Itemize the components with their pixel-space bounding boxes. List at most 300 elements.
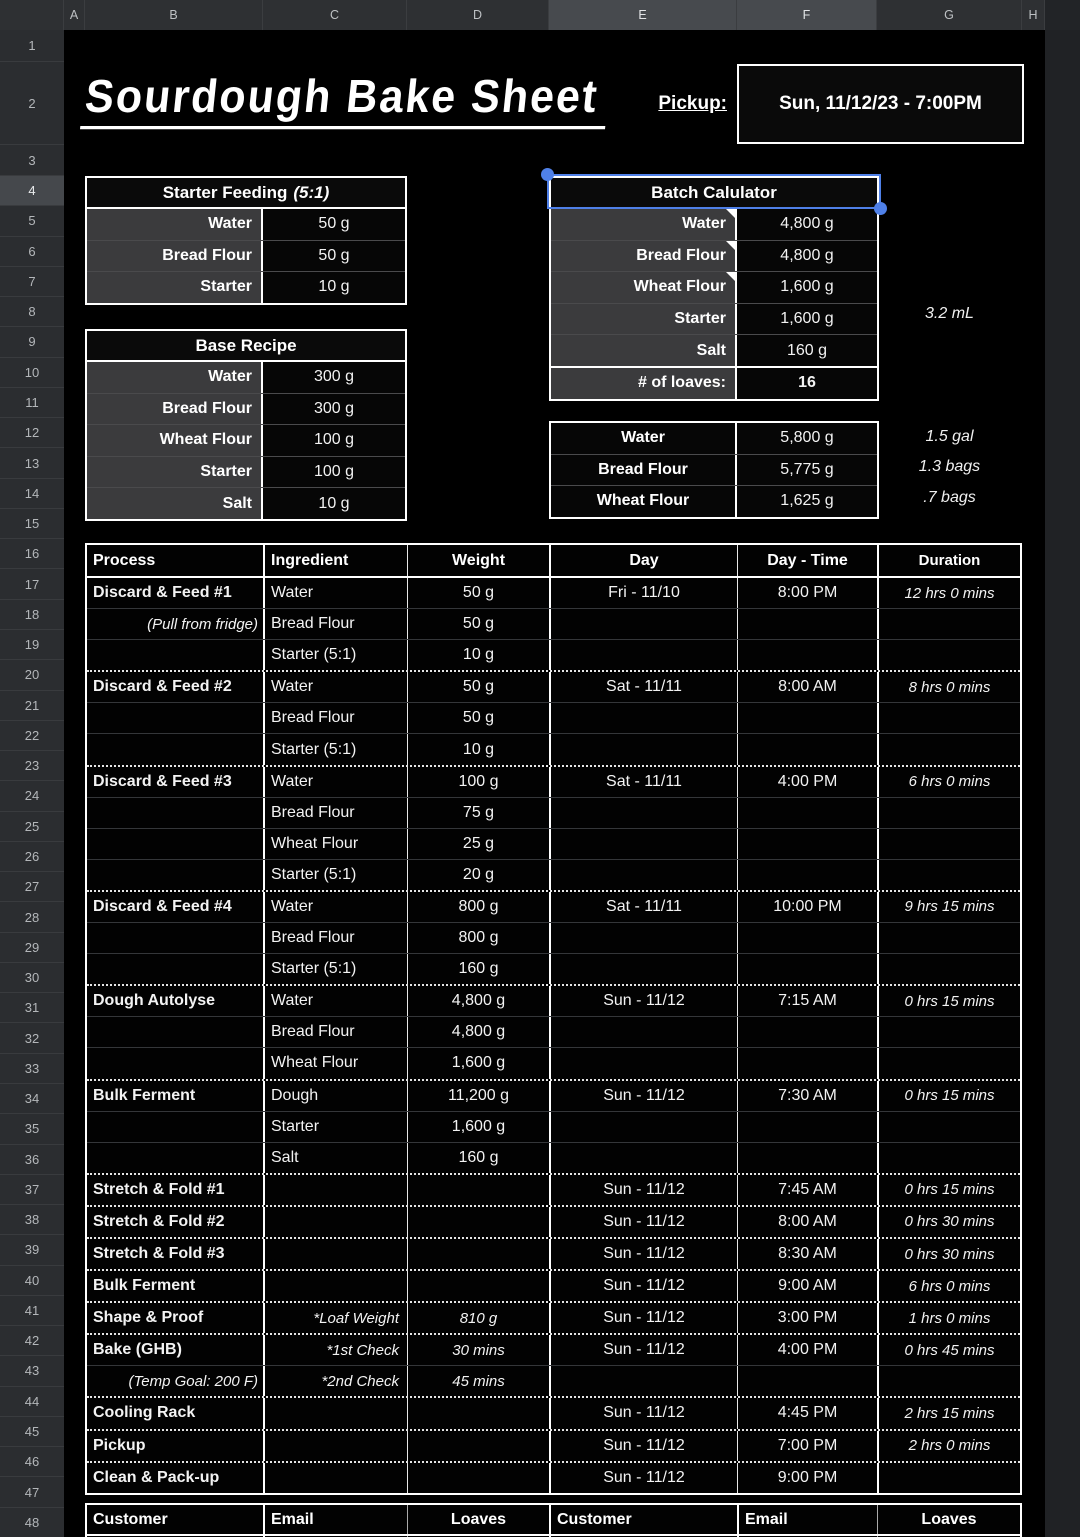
ingredient-cell[interactable]: Starter (5:1) <box>263 954 407 984</box>
process-cell[interactable] <box>87 1017 263 1047</box>
weight-cell[interactable]: 45 mins <box>407 1366 549 1396</box>
weight-cell[interactable]: 4,800 g <box>407 1017 549 1047</box>
process-row <box>87 797 1020 828</box>
duration-cell[interactable]: 9 hrs 15 mins <box>877 892 1020 922</box>
row-header[interactable]: 9 <box>0 327 64 357</box>
day-cell[interactable]: Sat - 11/11 <box>549 767 737 797</box>
header-loaves-2[interactable]: Loaves <box>877 1505 1020 1534</box>
ingredient-value-cell[interactable]: 100 g <box>263 425 405 456</box>
header-email-1[interactable]: Email <box>263 1505 407 1534</box>
day-cell[interactable]: Sun - 11/12 <box>549 1175 737 1205</box>
ingredient-value-cell[interactable]: 10 g <box>263 272 405 303</box>
day-cell[interactable] <box>549 829 737 859</box>
row-header[interactable]: 8 <box>0 297 64 327</box>
column-header-c[interactable]: C <box>263 0 407 30</box>
weight-cell[interactable]: 800 g <box>407 923 549 953</box>
row-header[interactable]: 7 <box>0 267 64 297</box>
day-cell[interactable] <box>549 860 737 890</box>
duration-cell[interactable] <box>877 1143 1020 1173</box>
select-all-corner[interactable] <box>0 0 64 30</box>
customer-table-header <box>87 1505 1020 1536</box>
process-cell[interactable] <box>87 798 263 828</box>
batch-calculator-title-cell[interactable]: Batch Calulator <box>551 178 877 209</box>
ingredient-value-cell[interactable]: 5,800 g <box>737 423 877 454</box>
process-cell[interactable]: Clean & Pack-up <box>93 1468 220 1486</box>
weight-cell[interactable] <box>407 1463 549 1493</box>
weight-cell[interactable]: 11,200 g <box>407 1081 549 1111</box>
day-cell[interactable]: Sun - 11/12 <box>549 986 737 1016</box>
process-cell[interactable]: Stretch & Fold #1 <box>93 1180 225 1198</box>
process-cell[interactable]: Bulk Ferment <box>93 1086 196 1104</box>
day-cell[interactable] <box>549 640 737 670</box>
duration-cell[interactable]: 12 hrs 0 mins <box>877 578 1020 608</box>
process-cell[interactable]: Discard & Feed #1 <box>93 584 232 602</box>
process-row <box>87 1333 1020 1365</box>
time-cell[interactable] <box>737 829 877 859</box>
process-row <box>87 922 1020 953</box>
time-cell[interactable]: 4:45 PM <box>737 1398 877 1428</box>
row-header[interactable]: 44 <box>0 1387 64 1417</box>
time-cell[interactable]: 7:45 AM <box>737 1175 877 1205</box>
column-header-d[interactable]: D <box>407 0 549 30</box>
process-cell[interactable] <box>87 860 263 890</box>
header-day[interactable]: Day <box>549 545 737 576</box>
ingredient-label-cell[interactable]: Bread Flour <box>87 241 263 272</box>
ingredient-cell[interactable]: Bread Flour <box>263 609 407 639</box>
ingredient-cell[interactable]: Water <box>263 578 407 608</box>
weight-cell[interactable]: 810 g <box>407 1303 549 1333</box>
water-gallons-note-cell[interactable]: 1.5 gal <box>925 427 974 445</box>
ingredient-cell[interactable]: Starter (5:1) <box>263 734 407 764</box>
row-header[interactable]: 38 <box>0 1205 64 1235</box>
weight-cell[interactable]: 160 g <box>407 1143 549 1173</box>
row-header[interactable]: 16 <box>0 539 64 569</box>
ingredient-value-cell[interactable]: 300 g <box>263 362 405 393</box>
row-header[interactable]: 10 <box>0 358 64 388</box>
process-cell[interactable] <box>87 1143 263 1173</box>
ingredient-label-cell[interactable]: Starter <box>87 272 263 303</box>
row-header[interactable]: 6 <box>0 237 64 267</box>
weight-cell[interactable]: 50 g <box>407 672 549 702</box>
batch-calculator-table <box>549 176 879 401</box>
ingredient-cell[interactable]: Starter (5:1) <box>263 640 407 670</box>
row-header[interactable]: 20 <box>0 660 64 690</box>
row-header[interactable]: 48 <box>0 1508 64 1537</box>
duration-cell[interactable]: 8 hrs 0 mins <box>877 672 1020 702</box>
row-header[interactable]: 28 <box>0 902 64 932</box>
ingredient-label-cell[interactable]: Wheat Flour <box>87 425 263 456</box>
ingredient-cell[interactable]: Water <box>263 672 407 702</box>
row-header[interactable]: 40 <box>0 1266 64 1296</box>
ingredient-cell[interactable]: Dough <box>263 1081 407 1111</box>
day-cell[interactable] <box>549 1112 737 1142</box>
row-header-selected[interactable]: 4 <box>0 176 64 206</box>
row-header[interactable]: 43 <box>0 1356 64 1386</box>
duration-cell[interactable]: 2 hrs 15 mins <box>877 1398 1020 1428</box>
pickup-label[interactable]: Pickup: <box>658 93 727 114</box>
time-cell[interactable]: 8:30 AM <box>737 1239 877 1269</box>
duration-cell[interactable] <box>877 1366 1020 1396</box>
row-header[interactable]: 13 <box>0 448 64 478</box>
ingredient-label-cell[interactable]: Bread Flour <box>87 394 263 425</box>
time-cell[interactable]: 9:00 PM <box>737 1463 877 1493</box>
ingredient-cell[interactable]: Bread Flour <box>263 1017 407 1047</box>
ingredient-cell[interactable]: Salt <box>263 1143 407 1173</box>
ingredient-value-cell[interactable]: 50 g <box>263 241 405 272</box>
ingredient-label-cell[interactable]: Starter <box>551 304 737 335</box>
ingredient-label-cell-with-note[interactable]: Water <box>551 209 737 240</box>
column-header-a[interactable]: A <box>64 0 85 30</box>
ingredient-cell[interactable] <box>263 1175 407 1205</box>
weight-cell[interactable]: 30 mins <box>407 1335 549 1365</box>
time-cell[interactable]: 7:15 AM <box>737 986 877 1016</box>
time-cell[interactable]: 3:00 PM <box>737 1303 877 1333</box>
bread-flour-bags-note-cell[interactable]: 1.3 bags <box>918 457 981 475</box>
process-cell[interactable]: Pickup <box>93 1436 146 1454</box>
process-cell[interactable]: Cooling Rack <box>93 1404 196 1422</box>
duration-cell[interactable] <box>877 860 1020 890</box>
row-header[interactable]: 3 <box>0 145 64 176</box>
header-customer-1[interactable]: Customer <box>93 1510 168 1528</box>
process-note-cell[interactable]: (Pull from fridge) <box>147 615 258 633</box>
weight-cell[interactable]: 50 g <box>407 578 549 608</box>
duration-cell[interactable] <box>877 1017 1020 1047</box>
process-cell[interactable] <box>87 1048 263 1078</box>
ingredient-note-cell[interactable]: *2nd Check <box>263 1366 407 1396</box>
time-cell[interactable]: 7:00 PM <box>737 1431 877 1461</box>
time-cell[interactable] <box>737 734 877 764</box>
process-row <box>87 1111 1020 1142</box>
loaves-value-cell[interactable]: 16 <box>737 368 877 399</box>
header-customer-2[interactable]: Customer <box>549 1505 737 1534</box>
header-ingredient[interactable]: Ingredient <box>263 545 407 576</box>
duration-cell[interactable]: 0 hrs 15 mins <box>877 1175 1020 1205</box>
duration-cell[interactable] <box>877 1463 1020 1493</box>
process-cell[interactable]: Discard & Feed #2 <box>93 678 232 696</box>
duration-cell[interactable] <box>877 798 1020 828</box>
ingredient-label-cell-with-note[interactable]: Bread Flour <box>551 241 737 272</box>
duration-cell[interactable] <box>877 640 1020 670</box>
ingredient-value-cell[interactable]: 4,800 g <box>737 209 877 240</box>
duration-cell[interactable] <box>877 1048 1020 1078</box>
sheet-title[interactable]: Sourdough Bake Sheet <box>80 72 611 130</box>
row-header[interactable]: 22 <box>0 721 64 751</box>
weight-cell[interactable] <box>407 1398 549 1428</box>
weight-cell[interactable]: 20 g <box>407 860 549 890</box>
column-header-e[interactable]: E <box>549 0 737 30</box>
ingredient-label-cell[interactable]: Salt <box>87 488 263 519</box>
process-cell[interactable]: Discard & Feed #4 <box>93 897 232 915</box>
day-cell[interactable] <box>549 1366 737 1396</box>
duration-cell[interactable] <box>877 954 1020 984</box>
process-cell[interactable]: Stretch & Fold #3 <box>93 1245 225 1263</box>
sheet-right-margin <box>1045 30 1080 1537</box>
time-cell[interactable]: 8:00 AM <box>737 1207 877 1237</box>
process-row <box>87 984 1020 1016</box>
weight-cell[interactable]: 10 g <box>407 640 549 670</box>
header-process[interactable]: Process <box>93 551 156 569</box>
ingredient-cell[interactable]: Water <box>263 767 407 797</box>
row-header[interactable]: 15 <box>0 509 64 539</box>
time-cell[interactable] <box>737 640 877 670</box>
weight-cell[interactable] <box>407 1271 549 1301</box>
row-header[interactable]: 1 <box>0 30 64 62</box>
ingredient-cell[interactable]: Water <box>263 986 407 1016</box>
process-cell[interactable]: Shape & Proof <box>93 1309 204 1327</box>
day-cell[interactable] <box>549 1143 737 1173</box>
weight-cell[interactable]: 75 g <box>407 798 549 828</box>
row-header[interactable]: 31 <box>0 993 64 1023</box>
row-header[interactable]: 30 <box>0 963 64 993</box>
column-header-f[interactable]: F <box>737 0 877 30</box>
time-cell[interactable]: 7:30 AM <box>737 1081 877 1111</box>
time-cell[interactable] <box>737 1048 877 1078</box>
day-cell[interactable] <box>549 734 737 764</box>
row-header[interactable]: 26 <box>0 842 64 872</box>
duration-cell[interactable]: 0 hrs 15 mins <box>877 1081 1020 1111</box>
ingredient-value-cell[interactable]: 1,625 g <box>737 486 877 517</box>
row-header[interactable]: 39 <box>0 1235 64 1265</box>
weight-cell[interactable] <box>407 1431 549 1461</box>
duration-cell[interactable] <box>877 609 1020 639</box>
duration-cell[interactable] <box>877 734 1020 764</box>
duration-cell[interactable]: 0 hrs 30 mins <box>877 1207 1020 1237</box>
ingredient-label-cell[interactable]: Starter <box>87 457 263 488</box>
duration-cell[interactable]: 0 hrs 15 mins <box>877 986 1020 1016</box>
loaves-label-cell[interactable]: # of loaves: <box>551 368 737 399</box>
header-day-time[interactable]: Day - Time <box>737 545 877 576</box>
customer-table <box>85 1503 1022 1537</box>
ingredient-value-cell[interactable]: 50 g <box>263 209 405 240</box>
day-cell[interactable]: Sun - 11/12 <box>549 1271 737 1301</box>
row-header[interactable]: 2 <box>0 62 64 145</box>
process-cell[interactable]: Bake (GHB) <box>93 1341 182 1359</box>
ingredient-value-cell[interactable]: 1,600 g <box>737 304 877 335</box>
day-cell[interactable]: Sun - 11/12 <box>549 1239 737 1269</box>
ingredient-cell[interactable] <box>263 1239 407 1269</box>
row-header[interactable]: 37 <box>0 1175 64 1205</box>
row-header[interactable]: 47 <box>0 1477 64 1507</box>
row-header[interactable]: 45 <box>0 1417 64 1447</box>
row-header[interactable]: 35 <box>0 1114 64 1144</box>
duration-cell[interactable] <box>877 1112 1020 1142</box>
weight-cell[interactable] <box>407 1207 549 1237</box>
day-cell[interactable] <box>549 954 737 984</box>
time-cell[interactable] <box>737 1366 877 1396</box>
process-cell[interactable] <box>87 923 263 953</box>
time-cell[interactable] <box>737 1143 877 1173</box>
ingredient-cell[interactable]: Bread Flour <box>263 923 407 953</box>
starter-volume-note-cell[interactable]: 3.2 mL <box>925 304 974 322</box>
header-loaves-1[interactable]: Loaves <box>407 1505 549 1534</box>
ingredient-cell[interactable] <box>263 1398 407 1428</box>
ingredient-note-cell[interactable]: *1st Check <box>263 1335 407 1365</box>
process-cell[interactable] <box>87 640 263 670</box>
row-header[interactable]: 36 <box>0 1145 64 1175</box>
process-cell[interactable] <box>87 1112 263 1142</box>
weight-cell[interactable] <box>407 1175 549 1205</box>
time-cell[interactable]: 10:00 PM <box>737 892 877 922</box>
day-cell[interactable]: Sun - 11/12 <box>549 1431 737 1461</box>
day-cell[interactable]: Sun - 11/12 <box>549 1081 737 1111</box>
process-cell[interactable] <box>87 829 263 859</box>
weight-cell[interactable]: 100 g <box>407 767 549 797</box>
time-cell[interactable]: 4:00 PM <box>737 1335 877 1365</box>
ingredient-cell[interactable] <box>263 1207 407 1237</box>
ingredient-label-cell[interactable]: Water <box>551 423 737 454</box>
row-header[interactable]: 5 <box>0 206 64 236</box>
day-cell[interactable] <box>549 923 737 953</box>
weight-cell[interactable] <box>407 1239 549 1269</box>
day-cell[interactable] <box>549 798 737 828</box>
ingredient-cell[interactable] <box>263 1463 407 1493</box>
process-cell[interactable]: Bulk Ferment <box>93 1277 196 1295</box>
day-cell[interactable]: Sun - 11/12 <box>549 1463 737 1493</box>
ingredient-label-cell[interactable]: Bread Flour <box>551 455 737 486</box>
sheet-canvas[interactable] <box>64 30 1045 1537</box>
day-cell[interactable]: Fri - 11/10 <box>549 578 737 608</box>
time-cell[interactable] <box>737 860 877 890</box>
day-cell[interactable]: Sat - 11/11 <box>549 672 737 702</box>
weight-cell[interactable]: 1,600 g <box>407 1048 549 1078</box>
column-header-h[interactable]: H <box>1022 0 1045 30</box>
row-header[interactable]: 18 <box>0 600 64 630</box>
ingredient-label-cell[interactable]: Salt <box>551 335 737 366</box>
process-cell[interactable] <box>87 703 263 733</box>
ingredient-value-cell[interactable]: 4,800 g <box>737 241 877 272</box>
ingredient-value-cell[interactable]: 1,600 g <box>737 272 877 303</box>
duration-cell[interactable]: 6 hrs 0 mins <box>877 767 1020 797</box>
starter-feeding-title[interactable] <box>87 178 405 209</box>
duration-cell[interactable]: 6 hrs 0 mins <box>877 1271 1020 1301</box>
ingredient-value-cell[interactable]: 300 g <box>263 394 405 425</box>
row-header[interactable]: 46 <box>0 1447 64 1477</box>
row-header[interactable]: 23 <box>0 751 64 781</box>
process-cell[interactable] <box>87 734 263 764</box>
duration-cell[interactable] <box>877 703 1020 733</box>
column-header-g[interactable]: G <box>877 0 1022 30</box>
process-cell[interactable] <box>87 954 263 984</box>
day-cell[interactable]: Sun - 11/12 <box>549 1207 737 1237</box>
ingredient-cell[interactable]: Bread Flour <box>263 798 407 828</box>
day-cell[interactable] <box>549 703 737 733</box>
ingredient-label-cell[interactable]: Water <box>87 362 263 393</box>
row-header[interactable]: 19 <box>0 630 64 660</box>
pickup-datetime-cell[interactable]: Sun, 11/12/23 - 7:00PM <box>737 64 1024 144</box>
ingredient-value-cell[interactable]: 10 g <box>263 488 405 519</box>
time-cell[interactable] <box>737 798 877 828</box>
ingredient-note-cell[interactable]: *Loaf Weight <box>263 1303 407 1333</box>
time-cell[interactable]: 8:00 PM <box>737 578 877 608</box>
time-cell[interactable] <box>737 954 877 984</box>
time-cell[interactable] <box>737 609 877 639</box>
time-cell[interactable]: 9:00 AM <box>737 1271 877 1301</box>
ingredient-cell[interactable]: Water <box>263 892 407 922</box>
row-header[interactable]: 11 <box>0 388 64 418</box>
ingredient-cell[interactable]: Wheat Flour <box>263 829 407 859</box>
ingredient-label-cell[interactable]: Water <box>87 209 263 240</box>
time-cell[interactable] <box>737 923 877 953</box>
weight-cell[interactable]: 1,600 g <box>407 1112 549 1142</box>
weight-cell[interactable]: 10 g <box>407 734 549 764</box>
process-row <box>87 608 1020 639</box>
weight-cell[interactable]: 25 g <box>407 829 549 859</box>
day-cell[interactable] <box>549 1017 737 1047</box>
weight-cell[interactable]: 160 g <box>407 954 549 984</box>
process-note-cell[interactable]: (Temp Goal: 200 F) <box>128 1372 258 1390</box>
row-header[interactable]: 12 <box>0 418 64 448</box>
ingredient-label-cell-with-note[interactable]: Wheat Flour <box>551 272 737 303</box>
row-header[interactable]: 14 <box>0 479 64 509</box>
ingredient-label-cell[interactable]: Wheat Flour <box>551 486 737 517</box>
process-cell[interactable]: Stretch & Fold #2 <box>93 1212 225 1230</box>
time-cell[interactable] <box>737 1112 877 1142</box>
duration-cell[interactable]: 1 hrs 0 mins <box>877 1303 1020 1333</box>
header-weight[interactable]: Weight <box>407 545 549 576</box>
time-cell[interactable]: 4:00 PM <box>737 767 877 797</box>
ingredient-value-cell[interactable]: 5,775 g <box>737 455 877 486</box>
process-cell[interactable]: Discard & Feed #3 <box>93 772 232 790</box>
base-recipe-title[interactable]: Base Recipe <box>87 331 405 362</box>
duration-cell[interactable]: 0 hrs 30 mins <box>877 1239 1020 1269</box>
weight-cell[interactable]: 50 g <box>407 703 549 733</box>
duration-cell[interactable] <box>877 829 1020 859</box>
time-cell[interactable] <box>737 1017 877 1047</box>
ingredient-cell[interactable]: Bread Flour <box>263 703 407 733</box>
ingredient-value-cell[interactable]: 160 g <box>737 335 877 366</box>
day-cell[interactable]: Sat - 11/11 <box>549 892 737 922</box>
wheat-flour-bags-note-cell[interactable]: .7 bags <box>923 488 976 506</box>
ingredient-cell[interactable]: Starter <box>263 1112 407 1142</box>
weight-cell[interactable]: 800 g <box>407 892 549 922</box>
header-duration[interactable]: Duration <box>877 545 1020 576</box>
day-cell[interactable] <box>549 1048 737 1078</box>
process-row <box>87 1461 1020 1493</box>
header-email-2[interactable]: Email <box>737 1505 877 1534</box>
row-header[interactable]: 21 <box>0 691 64 721</box>
process-row <box>87 1173 1020 1205</box>
duration-cell[interactable]: 2 hrs 0 mins <box>877 1431 1020 1461</box>
row-header[interactable]: 34 <box>0 1084 64 1114</box>
row-header[interactable]: 32 <box>0 1023 64 1053</box>
duration-cell[interactable] <box>877 923 1020 953</box>
column-header-b[interactable]: B <box>85 0 263 30</box>
duration-cell[interactable]: 0 hrs 45 mins <box>877 1335 1020 1365</box>
row-header[interactable]: 33 <box>0 1054 64 1084</box>
row-header[interactable]: 17 <box>0 569 64 599</box>
ingredient-cell[interactable]: Wheat Flour <box>263 1048 407 1078</box>
ingredient-cell[interactable] <box>263 1271 407 1301</box>
ingredient-cell[interactable] <box>263 1431 407 1461</box>
row-header[interactable]: 27 <box>0 872 64 902</box>
time-cell[interactable]: 8:00 AM <box>737 672 877 702</box>
row-header[interactable]: 29 <box>0 933 64 963</box>
process-cell[interactable]: Dough Autolyse <box>93 992 216 1010</box>
day-cell[interactable]: Sun - 11/12 <box>549 1335 737 1365</box>
weight-cell[interactable]: 4,800 g <box>407 986 549 1016</box>
row-header[interactable]: 25 <box>0 812 64 842</box>
time-cell[interactable] <box>737 703 877 733</box>
ingredient-value-cell[interactable]: 100 g <box>263 457 405 488</box>
row-header[interactable]: 42 <box>0 1326 64 1356</box>
day-cell[interactable] <box>549 609 737 639</box>
weight-cell[interactable]: 50 g <box>407 609 549 639</box>
day-cell[interactable]: Sun - 11/12 <box>549 1398 737 1428</box>
day-cell[interactable]: Sun - 11/12 <box>549 1303 737 1333</box>
row-header[interactable]: 24 <box>0 781 64 811</box>
ingredient-cell[interactable]: Starter (5:1) <box>263 860 407 890</box>
row-header[interactable]: 41 <box>0 1296 64 1326</box>
